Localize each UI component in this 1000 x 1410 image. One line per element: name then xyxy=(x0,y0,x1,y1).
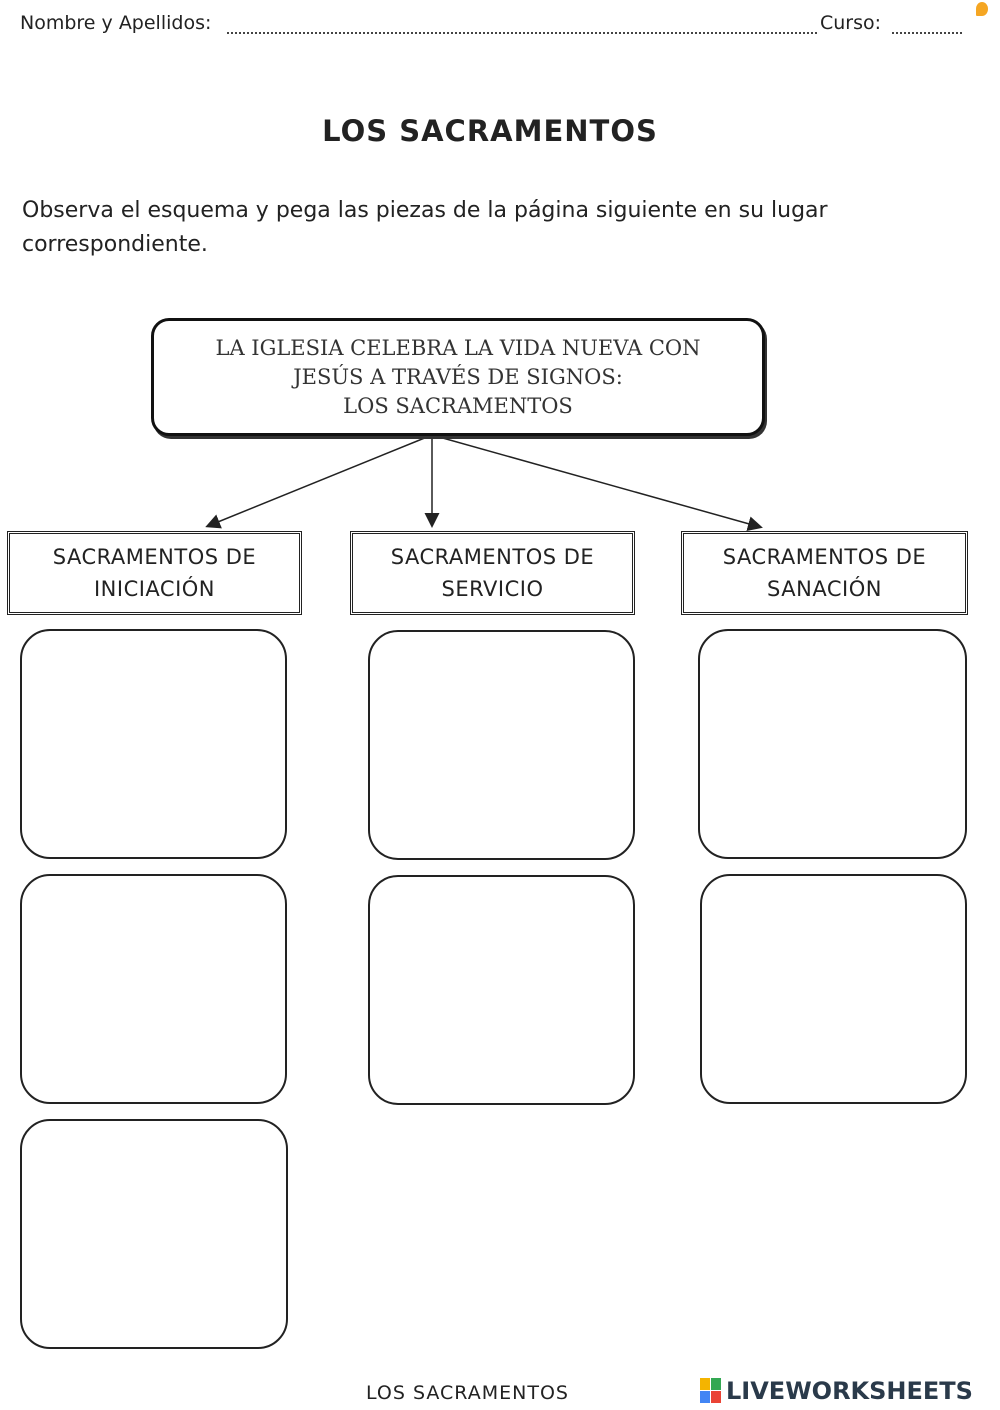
instructions-line-2: correspondiente. xyxy=(22,232,208,257)
category-sanacion-line-1: SACRAMENTOS DE xyxy=(722,545,927,569)
drop-box-sanacion-2[interactable] xyxy=(700,874,967,1104)
drop-box-servicio-2[interactable] xyxy=(368,875,635,1105)
drop-box-iniciacion-2[interactable] xyxy=(20,874,287,1104)
course-label: Curso: xyxy=(820,12,882,34)
liveworksheets-brand: LIVEWORKSHEETS xyxy=(726,1377,973,1405)
category-iniciacion-line-2: INICIACIÓN xyxy=(93,577,216,601)
instructions-line-1: Observa el esquema y pega las piezas de la página siguiente en su lugar xyxy=(22,198,828,223)
liveworksheets-icon xyxy=(700,1378,722,1404)
page-title: LOS SACRAMENTOS xyxy=(322,114,658,148)
drop-box-iniciacion-1[interactable] xyxy=(20,629,287,859)
category-iniciacion xyxy=(7,531,302,615)
category-servicio-line-1: SACRAMENTOS DE xyxy=(390,545,595,569)
arrow-to-sanacion xyxy=(432,435,760,527)
name-label: Nombre y Apellidos: xyxy=(20,12,212,34)
drop-box-servicio-1[interactable] xyxy=(368,630,635,860)
category-sanacion-line-2: SANACIÓN xyxy=(767,577,882,601)
arrow-to-iniciacion xyxy=(208,435,432,526)
category-iniciacion-line-1: SACRAMENTOS DE xyxy=(52,545,257,569)
main-box-line-1: LA IGLESIA CELEBRA LA VIDA NUEVA CON xyxy=(215,335,701,360)
main-concept-box xyxy=(151,318,765,436)
drop-box-iniciacion-3[interactable] xyxy=(20,1119,288,1349)
footer-title: LOS SACRAMENTOS xyxy=(366,1382,569,1404)
category-sanacion xyxy=(681,531,968,615)
category-servicio xyxy=(350,531,635,615)
main-box-line-2: JESÚS A TRAVÉS DE SIGNOS: xyxy=(293,364,623,389)
main-box-line-3: LOS SACRAMENTOS xyxy=(343,393,573,418)
category-servicio-line-2: SERVICIO xyxy=(441,577,544,601)
drop-box-sanacion-1[interactable] xyxy=(698,629,967,859)
liveworksheets-logo xyxy=(700,1376,973,1406)
